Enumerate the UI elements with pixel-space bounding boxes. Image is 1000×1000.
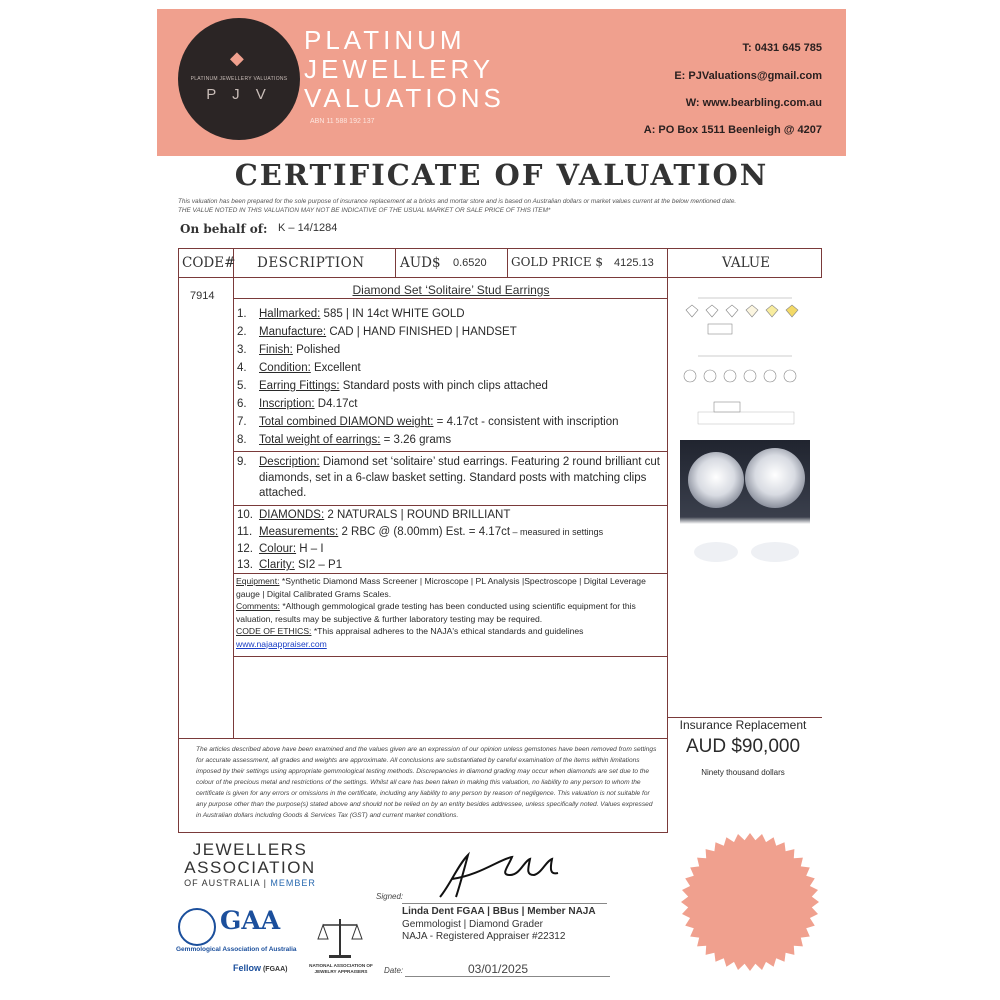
naja-website-link[interactable]: www.najaappraiser.com xyxy=(236,638,327,649)
row-divider xyxy=(233,505,667,506)
table-border-left xyxy=(178,248,179,833)
item-text: = 4.17ct - consistent with inscription xyxy=(433,416,619,428)
item-label: Manufacture: xyxy=(259,326,327,338)
item-number: 10. xyxy=(237,509,253,521)
list-item xyxy=(237,343,662,359)
ethics-text: *This appraisal adheres to the NAJA's ethical standards and guidelines xyxy=(311,626,584,636)
ja-member: MEMBER xyxy=(270,878,316,888)
gaa-fellow-label: Fellow xyxy=(233,963,262,973)
item-text: 585 | IN 14ct WHITE GOLD xyxy=(320,308,465,320)
item-number: 12. xyxy=(237,543,253,555)
row-divider xyxy=(233,656,667,657)
insurance-amount: AUD $90,000 xyxy=(685,736,801,757)
item-number: 8. xyxy=(237,434,247,446)
table-col-divider-code xyxy=(233,248,234,738)
ja-logo-line2: ASSOCIATION xyxy=(184,858,316,877)
item-label: Clarity: xyxy=(259,559,295,571)
ja-logo-line1: JEWELLERS xyxy=(192,840,308,859)
item-label: Inscription: xyxy=(259,398,315,410)
item-label: Condition: xyxy=(259,362,311,374)
item-label: Total weight of earrings: xyxy=(259,434,381,446)
item-label: Hallmarked: xyxy=(259,308,321,320)
equipment-text: *Synthetic Diamond Mass Screener | Microscope | PL Analysis |Spectroscope | Digital Leverage gauge | Digital Calibrated Grams Scales. xyxy=(236,576,646,599)
contact-email: E: PJValuations@gmail.com xyxy=(674,70,822,82)
item-number: 3. xyxy=(237,344,247,356)
colour-grading-scale xyxy=(680,290,810,345)
item-label: DIAMONDS: xyxy=(259,509,325,521)
naja-logo-text: NATIONAL ASSOCIATION OF JEWELRY APPRAISERS xyxy=(309,963,373,974)
item-code: 7914 xyxy=(190,290,215,302)
certificate-title: CERTIFICATE OF VALUATION xyxy=(234,158,769,192)
gaa-fellow-abbr: (FGAA) xyxy=(261,966,288,973)
item-label: Colour: xyxy=(259,543,297,555)
item-number: 4. xyxy=(237,362,247,374)
list-item xyxy=(237,379,662,395)
item-label: Total combined DIAMOND weight: xyxy=(259,416,434,428)
list-item xyxy=(237,397,662,413)
header-gold-value: 4125.13 xyxy=(614,257,654,269)
item-number: 6. xyxy=(237,398,247,410)
item-number: 5. xyxy=(237,380,247,392)
logo-ring-text: PLATINUM JEWELLERY VALUATIONS xyxy=(190,76,288,82)
diamond-icon: ◆ xyxy=(230,48,244,68)
item-label: Description: xyxy=(259,456,320,468)
seal-stamp xyxy=(680,832,820,972)
table-border-bottom xyxy=(178,832,668,833)
header-aud-label: AUD$ xyxy=(400,255,441,271)
item-note: – measured in settings xyxy=(510,527,604,537)
table-footer-divider xyxy=(178,738,668,739)
item-number: 9. xyxy=(237,456,247,468)
insurance-label: Insurance Replacement xyxy=(679,718,807,732)
behalf-value: K – 14/1284 xyxy=(278,222,338,234)
logo-initials: P J V xyxy=(206,86,272,103)
disclaimer-line-2: THE VALUE NOTED IN THIS VALUATION MAY NOT BE INDICATIVE OF THE USUAL MARKET OR SALE PRICE OF THIS ITEM* xyxy=(178,207,551,214)
item-number: 11. xyxy=(237,526,253,538)
header-code: CODE# xyxy=(182,255,236,271)
item-text: H – I xyxy=(296,543,324,555)
disclaimer xyxy=(178,197,828,215)
list-item xyxy=(237,415,662,431)
signature xyxy=(420,845,580,905)
item-label: Finish: xyxy=(259,344,293,356)
item-number: 13. xyxy=(237,559,253,571)
item-label: Earring Fittings: xyxy=(259,380,340,392)
equipment-label: Equipment: xyxy=(236,576,280,586)
comments-text: *Although gemmological grade testing has been conducted using scientific equipment for this valuation, results may be subjective & further laboratory testing may be required. xyxy=(236,601,636,624)
row-divider xyxy=(233,573,667,574)
contact-address: A: PO Box 1511 Beenleigh @ 4207 xyxy=(643,124,822,136)
list-item xyxy=(237,508,662,524)
header-description: DESCRIPTION xyxy=(257,255,365,271)
list-item xyxy=(237,525,662,541)
gaa-logo-icon xyxy=(178,908,216,946)
contact-website: W: www.bearbling.com.au xyxy=(685,97,822,109)
brand-title: PLATINUM JEWELLERY VALUATIONS xyxy=(304,25,505,113)
earrings-photo xyxy=(680,440,810,580)
item-number: 7. xyxy=(237,416,247,428)
table-col-divider-desc xyxy=(395,248,396,277)
table-col-divider-aud xyxy=(507,248,508,277)
gaa-full-name: Gemmological Association of Australia xyxy=(176,946,297,953)
item-text: = 3.26 grams xyxy=(380,434,452,446)
item-text: D4.17ct xyxy=(314,398,358,410)
clarity-grading-scale xyxy=(680,350,810,430)
ethics-label: CODE OF ETHICS: xyxy=(236,626,312,636)
date-value: 03/01/2025 xyxy=(468,962,529,976)
list-item xyxy=(237,325,662,341)
list-item xyxy=(237,542,662,558)
item-text: Standard posts with pinch clips attached xyxy=(339,380,548,392)
signer-role: Gemmologist | Diamond Grader xyxy=(402,919,543,930)
contact-phone: T: 0431 645 785 xyxy=(742,42,822,54)
date-line xyxy=(405,976,610,977)
row-divider xyxy=(233,298,667,299)
item-text: 2 NATURALS | ROUND BRILLIANT xyxy=(324,509,511,521)
item-text: Diamond set ‘solitaire’ stud earrings. Featuring 2 round brilliant cut diamonds, set in a 6-claw basket setting. Standard posts with matching clips attached. xyxy=(259,456,660,499)
list-item xyxy=(237,558,662,574)
header-aud-value: 0.6520 xyxy=(453,257,487,269)
item-text: Polished xyxy=(292,344,341,356)
item-text: 2 RBC @ (8.00mm) Est. = 4.17ct xyxy=(338,526,511,538)
item-text: SI2 – P1 xyxy=(294,559,343,571)
table-header-divider xyxy=(178,277,822,278)
header-value: VALUE xyxy=(722,255,771,271)
legal-footer: The articles described above have been examined and the values given are an expression of our opinion unless gemstones have been removed from settings for accurate assessment, all grades and weights are approximate. All conclusions are substantiated by careful examination of the items within limitations imposed by their settings using appropriate gemmological testing methods. Discrepancies in diamond grading may occur when diamonds are set due to the colour of the precious metal and restrictions of the settings. Whilst all care has been taken in making this valuation, no liability to any person to whom the certificate is given for any errors or omissions in the certificate, including any liability to any person by reason of negligence. This valuation is not suitable for any purpose other than the purpose(s) stated above and should not be relied on by an entity besides addressee, unless specifically noted. Values expressed in Australian dollars including Goods & Services Tax (GST) and current market conditions. xyxy=(196,746,657,819)
header-gold-label: GOLD PRICE $ xyxy=(511,255,604,269)
list-item xyxy=(237,433,662,449)
signed-label: Signed: xyxy=(376,892,404,901)
gaa-fellow xyxy=(233,963,287,973)
ja-logo-line3 xyxy=(180,878,320,888)
row-divider xyxy=(233,451,667,452)
table-border-top xyxy=(178,248,822,249)
gaa-logo-text: GAA xyxy=(220,906,281,935)
abn-number: ABN 11 588 192 137 xyxy=(310,118,375,125)
signature-line xyxy=(402,903,607,904)
behalf-label: On behalf of: xyxy=(180,222,268,236)
item-label: Measurements: xyxy=(259,526,339,538)
list-item xyxy=(237,307,662,323)
insurance-amount-words: Ninety thousand dollars xyxy=(701,768,785,777)
list-item xyxy=(237,361,662,377)
table-border-right xyxy=(821,248,822,277)
ja-of-australia: OF AUSTRALIA | xyxy=(184,878,271,888)
signer-registration: NAJA - Registered Appraiser #22312 xyxy=(402,931,566,942)
scales-icon xyxy=(315,915,365,960)
date-label: Date: xyxy=(384,966,404,975)
signer-name: Linda Dent FGAA | BBus | Member NAJA xyxy=(402,906,596,917)
comments-label: Comments: xyxy=(236,601,280,611)
item-text: CAD | HAND FINISHED | HANDSET xyxy=(326,326,517,338)
item-text: Excellent xyxy=(310,362,361,374)
disclaimer-line-1: This valuation has been prepared for the sole purpose of insurance replacement at a bricks and mortar store and is based on Australian dollars or market values current at the below mentioned date. xyxy=(178,198,737,205)
item-number: 2. xyxy=(237,326,247,338)
item-number: 1. xyxy=(237,308,247,320)
list-item xyxy=(237,455,662,502)
notes-section xyxy=(236,575,666,650)
item-title: Diamond Set ‘Solitaire’ Stud Earrings xyxy=(352,283,550,297)
